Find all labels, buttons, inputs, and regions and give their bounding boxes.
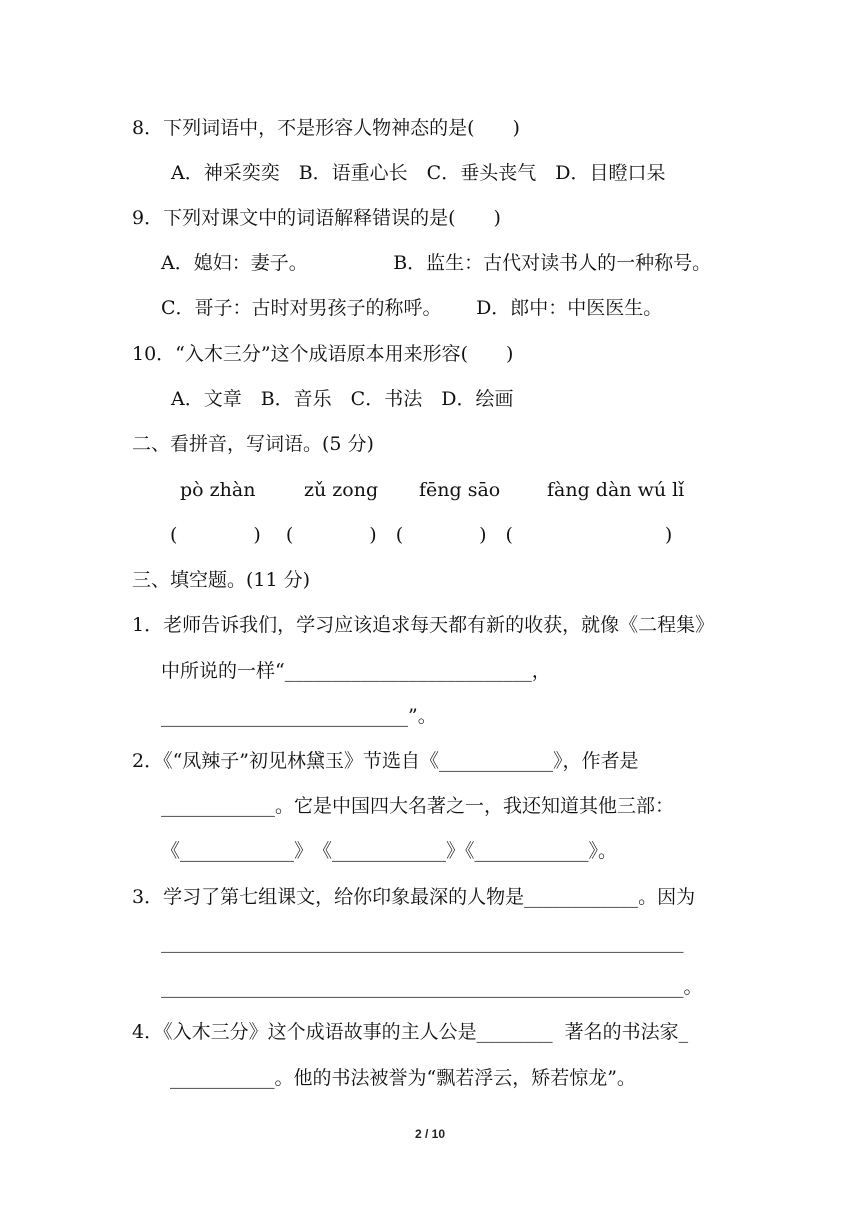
question-9-options-row-1: A．媳妇：妻子。 B．监生：古代对读书人的一种称号。 bbox=[161, 252, 712, 274]
fill-question-1-line-1: 1．老师告诉我们，学习应该追求每天都有新的收获，就像《二程集》 bbox=[132, 614, 715, 636]
question-10-stem: 10．“入木三分”这个成语原本用来形容( ) bbox=[132, 343, 514, 365]
fill-question-4-line-1: 4．《入木三分》这个成语故事的主人公是________ 著名的书法家_ bbox=[132, 1021, 689, 1043]
fill-question-4-line-2: ___________。他的书法被誉为“飘若浮云，矫若惊龙”。 bbox=[170, 1067, 636, 1089]
question-9-options-row-2: C．哥子：古时对男孩子的称呼。 D．郎中：中医医生。 bbox=[161, 297, 663, 319]
pinyin-item: fēng sāo bbox=[419, 479, 501, 501]
question-10-options: A．文章 B．音乐 C．书法 D．绘画 bbox=[171, 388, 514, 410]
pinyin-item: zǔ zong bbox=[304, 479, 379, 501]
section-3-heading: 三、填空题。(11 分) bbox=[132, 569, 311, 591]
question-8-options: A．神采奕奕 B．语重心长 C．垂头丧气 D．目瞪口呆 bbox=[171, 162, 666, 184]
page-number: 2 / 10 bbox=[414, 1127, 446, 1141]
question-8-stem: 8．下列词语中，不是形容人物神态的是( ) bbox=[132, 117, 520, 139]
pinyin-item: pò zhàn bbox=[180, 479, 256, 501]
fill-question-2-line-1: 2．《“凤辣子”初见林黛玉》节选自《____________》，作者是 bbox=[132, 750, 639, 772]
pinyin-answer-blanks: ( ) ( ) ( ) ( ) bbox=[170, 524, 673, 546]
fill-question-3-line-2: _______________________________________________________ bbox=[161, 931, 684, 953]
pinyin-item: fàng dàn wú lǐ bbox=[547, 479, 685, 501]
section-2-heading: 二、看拼音，写词语。(5 分) bbox=[132, 433, 374, 455]
question-9-stem: 9．下列对课文中的词语解释错误的是( ) bbox=[132, 207, 501, 229]
fill-question-1-line-3: __________________________”。 bbox=[161, 705, 437, 727]
fill-question-3-line-3: _______________________________________________________。 bbox=[161, 976, 703, 998]
fill-question-2-line-2: ____________。它是中国四大名著之一，我还知道其他三部： bbox=[161, 795, 675, 817]
fill-question-3-line-1: 3．学习了第七组课文，给你印象最深的人物是____________。因为 bbox=[132, 886, 696, 908]
fill-question-2-line-3: 《____________》 《____________》《____________》。 bbox=[161, 840, 618, 862]
fill-question-1-line-2: 中所说的一样“__________________________， bbox=[161, 660, 551, 682]
